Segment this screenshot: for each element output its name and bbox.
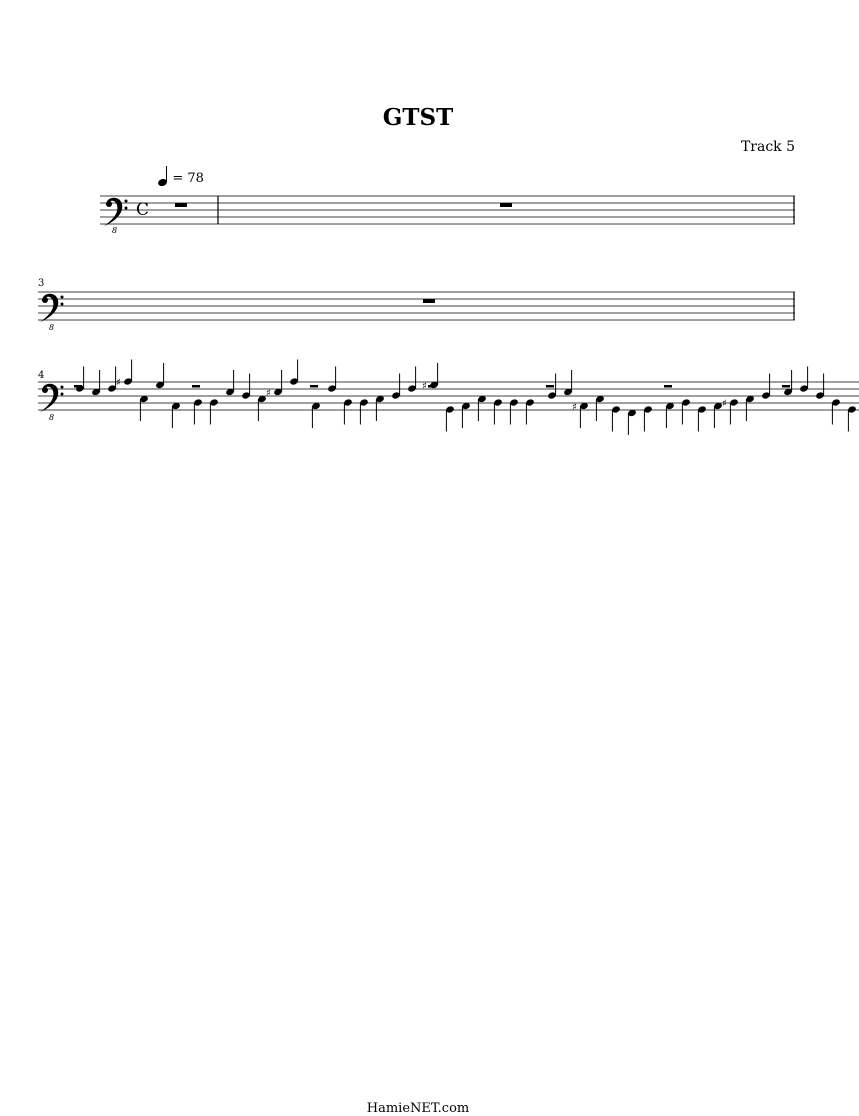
score-title: GTST <box>382 104 454 131</box>
staff-system-1 <box>100 196 795 235</box>
half-rest <box>546 385 554 388</box>
bass-clef-icon <box>40 384 64 412</box>
sharp-accidental: ♯ <box>116 377 121 389</box>
staff-system-3 <box>38 360 859 436</box>
sharp-accidental: ♯ <box>722 398 727 410</box>
whole-rest <box>423 299 435 303</box>
bass-clef-icon <box>104 198 128 226</box>
half-rest <box>782 385 790 388</box>
footer-site: HamieNET.com <box>366 1101 470 1116</box>
half-rest <box>664 385 672 388</box>
half-rest <box>192 385 200 388</box>
track-label: Track 5 <box>740 139 795 155</box>
whole-rest <box>175 203 187 207</box>
measure-number-4: 4 <box>38 370 45 381</box>
time-signature-common: C <box>136 200 150 220</box>
staff-system-2 <box>38 292 795 332</box>
whole-rest <box>500 203 512 207</box>
sharp-accidental: ♯ <box>572 402 577 413</box>
sharp-accidental: ♯ <box>266 388 271 399</box>
staff-lines <box>38 292 795 320</box>
octave-mark: 8 <box>112 226 118 235</box>
sharp-accidental: ♯ <box>422 381 427 392</box>
octave-mark: 8 <box>49 413 55 422</box>
note-cluster <box>74 360 859 436</box>
staff-lines <box>100 196 795 224</box>
half-rest <box>310 385 318 388</box>
tempo-value: = 78 <box>172 171 204 186</box>
measure-number-3: 3 <box>38 278 45 289</box>
octave-mark: 8 <box>49 323 55 332</box>
bass-clef-icon <box>40 294 64 322</box>
